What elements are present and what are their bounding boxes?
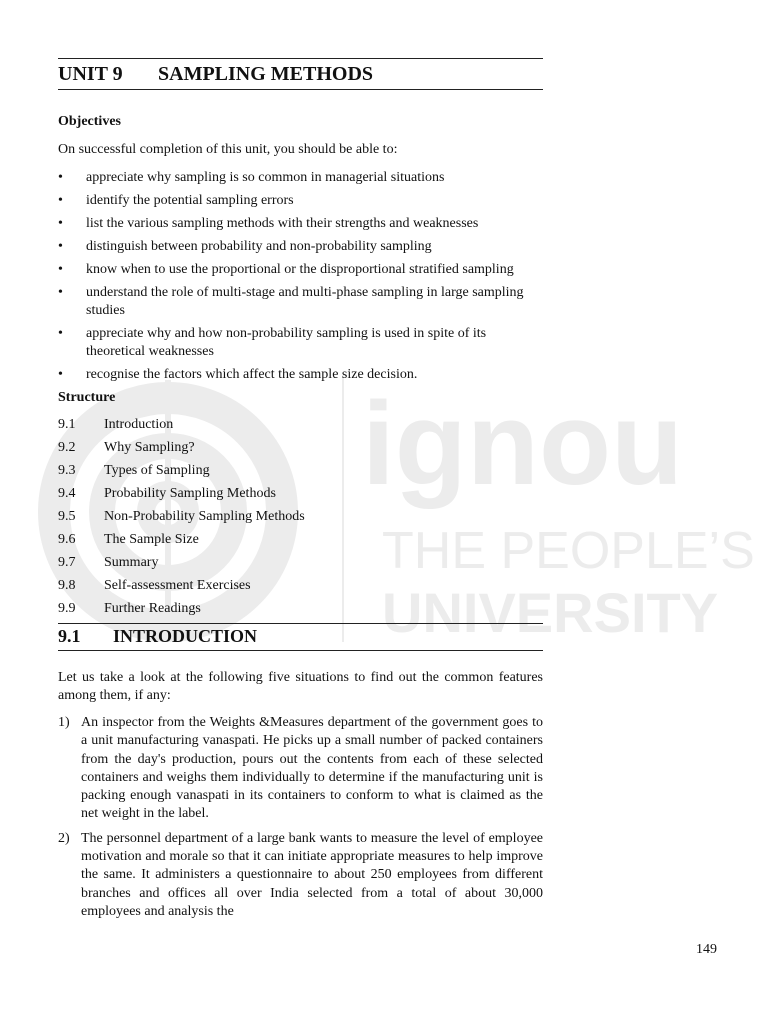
objective-item: • know when to use the proportional or the disproportional stratified sampling	[58, 262, 514, 277]
structure-item: 9.8 Self-assessment Exercises	[58, 578, 251, 593]
unit-number: UNIT 9	[58, 63, 123, 85]
objective-item: • appreciate why and how non-probability sampling is used in spite of its theoretical weaknesses	[58, 326, 487, 359]
bullet-icon: •	[58, 262, 63, 277]
section-title	[58, 626, 543, 650]
objective-item: • distinguish between probability and non-probability sampling	[58, 239, 432, 254]
page-number: 149	[696, 942, 717, 957]
bullet-icon: •	[58, 216, 63, 231]
objective-item: • identify the potential sampling errors	[58, 193, 294, 208]
section-lead: Let us take a look at the following five situations to find out the common features among them, if any:	[58, 670, 543, 703]
unit-title	[58, 63, 543, 89]
situation-item: 1) An inspector from the Weights &Measures department of the government goes to a unit manufacturing vanaspati. He picks up a small number of packed containers from the day's production, pours out the contents from each of these selected containers and weighs them individually to determine if the manufacturing unit is packing enough vanaspati in its containers to conform to what is claimed as the net weight in the label.	[58, 715, 543, 822]
section-title-text: INTRODUCTION	[113, 626, 258, 646]
structure-list	[58, 416, 543, 618]
structure-item: 9.2 Why Sampling?	[58, 440, 195, 455]
bullet-icon: •	[58, 193, 63, 208]
bullet-icon: •	[58, 367, 63, 382]
objectives-heading: Objectives	[58, 114, 121, 129]
objective-item: • list the various sampling methods with their strengths and weaknesses	[58, 216, 479, 231]
structure-item: 9.9 Further Readings	[58, 601, 201, 616]
watermark-brand: ignou	[362, 378, 684, 510]
situation-item: 2) The personnel department of a large bank wants to measure the level of employee motivation and morale so that it can initiate appropriate measures to help improve the same. It administers a questionnaire to about 250 employees from different branches and offices all over India selected from a total of about 30,000 employees and analysis the	[58, 830, 543, 919]
bullet-icon: •	[58, 285, 63, 300]
unit-title-text: SAMPLING METHODS	[158, 63, 374, 85]
objectives-list	[58, 169, 543, 384]
situations-list	[58, 714, 543, 921]
objective-item: • understand the role of multi-stage and multi-phase sampling in large sampling studies	[58, 285, 524, 318]
watermark-line2: UNIVERSITY	[382, 581, 719, 644]
structure-item: 9.3 Types of Sampling	[58, 463, 210, 478]
bullet-icon: •	[58, 170, 63, 185]
watermark-line1: THE PEOPLE’S	[382, 522, 755, 580]
structure-item: 9.5 Non-Probability Sampling Methods	[58, 509, 305, 524]
structure-item: 9.1 Introduction	[58, 417, 174, 432]
section-top-rule	[58, 623, 543, 624]
unit-title-rule	[58, 89, 543, 90]
objective-item: • recognise the factors which affect the sample size decision.	[58, 367, 418, 382]
bullet-icon: •	[58, 239, 63, 254]
section-number: 9.1	[58, 626, 81, 646]
objective-item: • appreciate why sampling is so common in managerial situations	[58, 170, 445, 185]
section-bottom-rule	[58, 650, 543, 651]
objectives-intro: On successful completion of this unit, you should be able to:	[58, 142, 398, 157]
structure-item: 9.4 Probability Sampling Methods	[58, 486, 276, 501]
structure-item: 9.6 The Sample Size	[58, 532, 199, 547]
structure-heading: Structure	[58, 390, 116, 405]
bullet-icon: •	[58, 326, 63, 341]
page-content	[58, 58, 543, 927]
top-rule	[58, 58, 543, 59]
structure-item: 9.7 Summary	[58, 555, 159, 570]
